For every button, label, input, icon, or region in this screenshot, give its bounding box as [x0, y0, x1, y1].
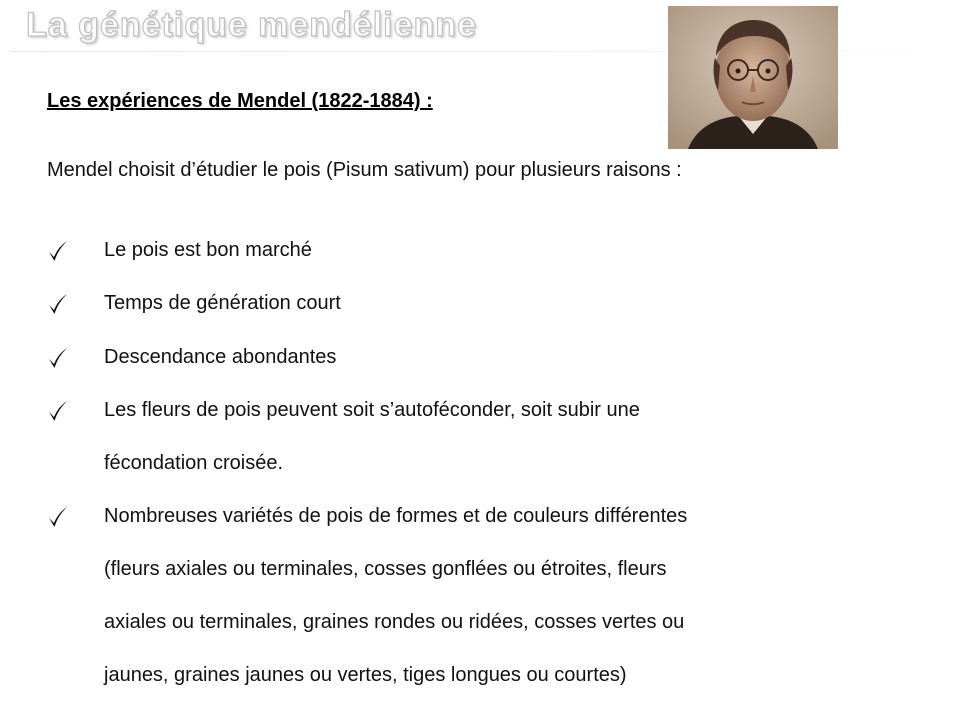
list-item-text: fécondation croisée. [104, 452, 284, 474]
checkmark-icon [47, 292, 71, 318]
list-item-text: axiales ou terminales, graines rondes ou ridées, cosses vertes ou [104, 611, 685, 633]
checkmark-icon [47, 505, 71, 531]
slide-title: La génétique mendélienne [26, 6, 477, 44]
checkmark-icon [47, 399, 71, 425]
list-item-text: Temps de génération court [104, 292, 341, 314]
checkmark-icon [47, 239, 71, 265]
portrait-photo [668, 6, 838, 149]
intro-text: Mendel choisit d’étudier le pois (Pisum sativum) pour plusieurs raisons : [47, 159, 682, 181]
list-item-text: (fleurs axiales ou terminales, cosses gonflées ou étroites, fleurs [104, 558, 667, 580]
list-item-text: Nombreuses variétés de pois de formes et de couleurs différentes [104, 505, 688, 527]
list-item-text: Le pois est bon marché [104, 239, 312, 261]
list-item-text: Descendance abondantes [104, 346, 337, 368]
checkmark-icon [47, 346, 71, 372]
mendel-portrait [668, 6, 838, 149]
list-item-text: Les fleurs de pois peuvent soit s’autoféconder, soit subir une [104, 399, 640, 421]
list-item-text: jaunes, graines jaunes ou vertes, tiges longues ou courtes) [104, 664, 627, 686]
section-heading: Les expériences de Mendel (1822-1884) : [47, 90, 433, 112]
